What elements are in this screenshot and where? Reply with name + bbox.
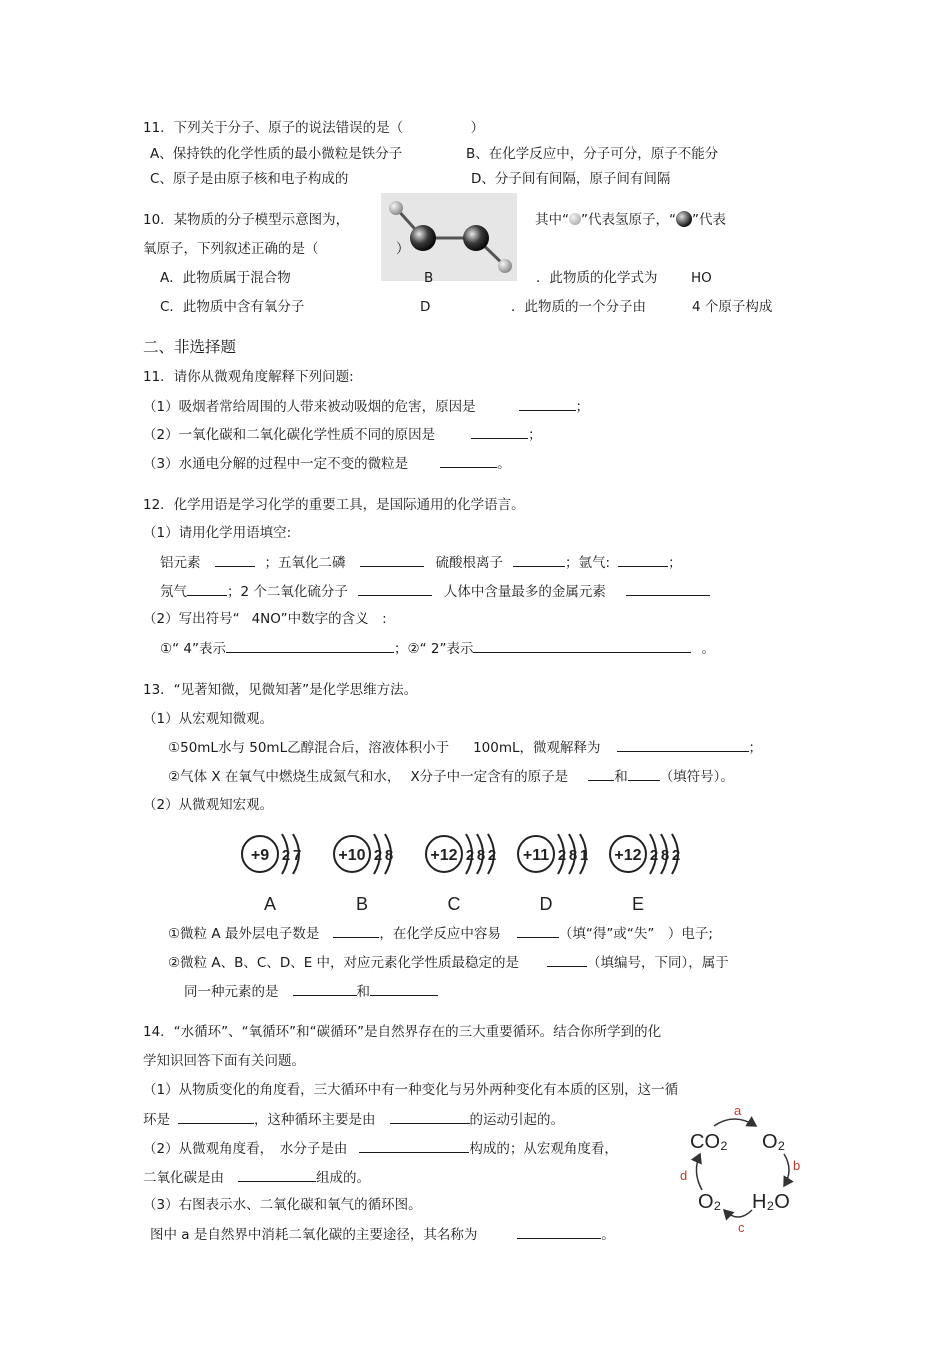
electron-count: 8 (384, 847, 394, 864)
answer-blank[interactable] (473, 639, 691, 653)
q14-part2: （2）从微观角度看， 水分子是由 构成的；从宏观角度看， (143, 1141, 618, 1157)
q14-part3-line2: 图中 a 是自然界中消耗二氧化碳的主要途径，其名称为 。 (150, 1227, 615, 1243)
q12-stem: 12．化学用语是学习化学的重要工具，是国际通用的化学语言。 (143, 497, 525, 513)
answer-blank[interactable] (178, 1110, 254, 1124)
atom-d (518, 834, 588, 914)
atom-label: B (355, 894, 369, 914)
cycle-o2-bottom: O₂ (698, 1191, 722, 1213)
cycle-h2o: H₂O (752, 1191, 790, 1213)
arrow-b (784, 1154, 789, 1186)
answer-blank[interactable] (471, 425, 528, 439)
mc-q10-option-a: A．此物质属于混合物 (160, 270, 291, 286)
answer-blank[interactable] (390, 1110, 470, 1124)
electron-count: 2 (671, 847, 681, 864)
answer-blank[interactable] (588, 767, 614, 781)
electron-count: 1 (579, 847, 589, 864)
answer-blank[interactable] (226, 639, 394, 653)
electron-count: 2 (465, 847, 475, 864)
electron-count: 8 (568, 847, 578, 864)
mc-q10-legend: 其中“ ”代表氢原子，“ ”代表 (535, 212, 726, 228)
q13-sub3: 同一种元素的是 和 (184, 982, 438, 1001)
answer-blank[interactable] (370, 982, 438, 996)
mc-q10-option-b: ．此物质的化学式为 (536, 270, 658, 286)
label-a: a (734, 1103, 742, 1118)
mc-q11-option-a: A、保持铁的化学性质的最小微粒是铁分子 (150, 146, 403, 162)
q11-stem: 11．请你从微观角度解释下列问题: (143, 369, 354, 385)
mc-q11-option-c: C、原子是由原子核和电子构成的 (150, 171, 349, 187)
symbol-4no: 4NO (251, 611, 281, 627)
q13-part1: （1）从宏观知微观。 (143, 711, 274, 727)
mc-q10-option-d-end: 4 个原子构成 (692, 299, 773, 315)
atom-label: D (539, 894, 553, 914)
cycle-co2: CO₂ (690, 1131, 728, 1153)
nucleus-charge: +10 (338, 847, 366, 864)
electron-count: 8 (660, 847, 670, 864)
hydrogen-atom (389, 201, 403, 215)
answer-blank[interactable] (517, 924, 559, 938)
section-title: 二、非选择题 (143, 338, 237, 356)
oxygen-atom (463, 225, 489, 251)
atom-b (334, 834, 393, 914)
nucleus-charge: +12 (614, 847, 642, 864)
electron-count: 2 (373, 847, 383, 864)
electron-count: 2 (649, 847, 659, 864)
mc-q10-option-d: ．此物质的一个分子由 (511, 299, 646, 315)
arrow-c (724, 1210, 752, 1217)
q13-item1: ①50mL水与 50mL乙醇混合后，溶液体积小于 100mL，微观解释为 ； (168, 740, 763, 756)
q13-stem: 13．“见著知微，见微知著”是化学思维方法。 (143, 682, 418, 698)
q11-part1: （1）吸烟者常给周围的人带来被动吸烟的危害，原因是 ； (143, 399, 590, 415)
answer-blank[interactable] (513, 553, 565, 567)
label-c: c (738, 1220, 745, 1235)
answer-blank[interactable] (626, 582, 710, 596)
q11-part3: （3）水通电分解的过程中一定不变的微粒是 。 (143, 456, 511, 472)
mc-q11-stem: 11．下列关于分子、原子的说法错误的是（ ） (143, 120, 485, 136)
q13-part2: （2）从微观知宏观。 (143, 797, 274, 813)
q14-stem-line2: 学知识回答下面有关问题。 (143, 1053, 305, 1069)
atom-label: C (447, 894, 461, 914)
mc-q11-option-d: D、分子间有间隔，原子间有间隔 (471, 171, 671, 187)
answer-blank[interactable] (358, 582, 432, 596)
mc-q11-option-b: B、在化学反应中，分子可分，原子不能分 (466, 146, 719, 162)
answer-blank[interactable] (360, 553, 424, 567)
atom-c (426, 834, 496, 914)
answer-blank[interactable] (547, 953, 587, 967)
cycle-diagram (672, 1100, 822, 1240)
q14-part3: （3）右图表示水、二氧化碳和氧气的循环图。 (143, 1197, 422, 1213)
nucleus-charge: +12 (430, 847, 458, 864)
atom-label: A (263, 894, 277, 914)
nucleus-charge: +11 (522, 847, 550, 864)
hydrogen-atom (498, 259, 512, 273)
answer-blank[interactable] (238, 1168, 316, 1182)
label-b: b (793, 1158, 801, 1173)
q14-part2-line2: 二氧化碳是由 组成的。 (143, 1170, 370, 1186)
atom-a (242, 834, 301, 914)
mc-q10-paren: ） (396, 241, 410, 257)
q14-part1-line2: 环是 ，这种循环主要是由 的运动引起的。 (143, 1112, 564, 1128)
q13-sub1: ①微粒 A 最外层电子数是 ，在化学反应中容易 （填“得”或“失” ）电子; (168, 926, 713, 942)
mc-q10-option-b-letter: B (424, 270, 434, 286)
electron-count: 8 (476, 847, 486, 864)
arrow-d (696, 1154, 702, 1190)
answer-blank[interactable] (293, 982, 357, 996)
oxygen-ball-icon (676, 211, 692, 227)
mc-q10-stem-line2: 氧原子，下列叙述正确的是（ (143, 241, 319, 257)
mc-q10-option-b-formula: HO (691, 270, 712, 286)
molecule-model-image (381, 193, 517, 281)
electron-count: 2 (281, 847, 291, 864)
mc-q10-stem: 10．某物质的分子模型示意图为， (143, 212, 350, 228)
q12-meaning: ①“ 4”表示 ；②“ 2”表示 。 (160, 641, 715, 657)
electron-count: 2 (557, 847, 567, 864)
atom-label: E (631, 894, 645, 914)
answer-blank[interactable] (618, 553, 668, 567)
answer-blank[interactable] (333, 924, 379, 938)
answer-blank[interactable] (187, 582, 227, 596)
answer-blank[interactable] (519, 397, 576, 411)
q11-part2: （2）一氧化碳和二氧化碳化学性质不同的原因是 ； (143, 427, 542, 443)
nucleus-charge: +9 (250, 847, 270, 864)
answer-blank[interactable] (440, 454, 497, 468)
hydrogen-ball-icon (569, 213, 581, 225)
q13-item2: ②气体 X 在氧气中燃烧生成氮气和水， X分子中一定含有的原子是 和 （填符号）。 (168, 769, 734, 785)
mc-q10-option-c: C．此物质中含有氧分子 (160, 299, 305, 315)
q12-part1: （1）请用化学用语填空: (143, 525, 292, 541)
q12-part2: （2）写出符号“ 4NO”中数字的含义 : (143, 611, 387, 627)
q12-row2: 氖气 ；2 个二氧化硫分子 人体中含量最多的金属元素 (160, 582, 710, 601)
electron-count: 2 (487, 847, 497, 864)
label-d: d (680, 1168, 688, 1183)
arrow-a (714, 1119, 756, 1126)
answer-blank[interactable] (628, 767, 660, 781)
answer-blank[interactable] (359, 1139, 469, 1153)
cycle-o2-top: O₂ (762, 1131, 786, 1153)
q13-sub2: ②微粒 A、B、C、D、E 中，对应元素化学性质最稳定的是 （填编号，下同），属于 (168, 955, 729, 971)
electron-count: 7 (292, 847, 302, 864)
q14-part1: （1）从物质变化的角度看，三大循环中有一种变化与另外两种变化有本质的区别，这一循 (143, 1082, 679, 1098)
q12-row1: 铝元素 ；五氧化二磷 硫酸根离子 ；氩气: ； (160, 555, 682, 571)
answer-blank[interactable] (617, 738, 749, 752)
q14-stem: 14．“水循环”、“氧循环”和“碳循环”是自然界存在的三大重要循环。结合你所学到的化 (143, 1024, 662, 1040)
oxygen-atom (410, 225, 436, 251)
atom-e (610, 834, 680, 914)
answer-blank[interactable] (517, 1225, 601, 1239)
atom-structure-diagrams (236, 822, 716, 914)
mc-q10-option-d-letter: D (420, 299, 431, 315)
answer-blank[interactable] (215, 553, 255, 567)
